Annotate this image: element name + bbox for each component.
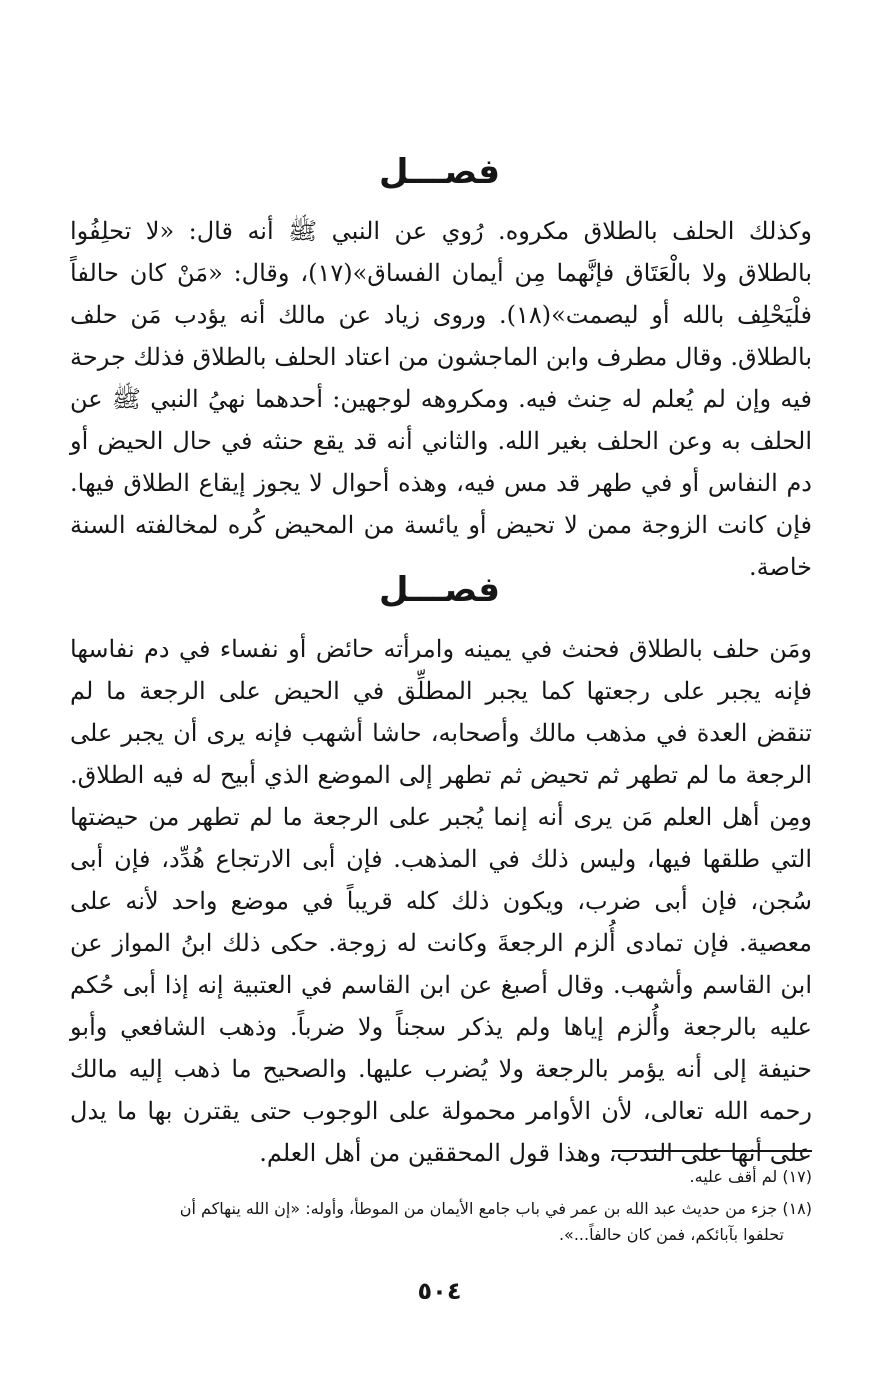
footnote-17: (١٧) لم أقف عليه.: [689, 1167, 812, 1186]
section-text-2: ومَن حلف بالطلاق فحنث في يمينه وامرأته حائض أو نفساء في دم نفاسها فإنه يجبر على رجعتها كما يجبر المطلِّق في الحيض على الرجعة ما لم تنقض العدة في مذهب مالك وأصحابه، حاشا أشهب فإنه يرى أن يجبر على الرجعة ما لم تطهر ثم تحيض ثم تطهر إلى الموضع الذي أبيح له فيه الطلاق. ومِن أهل العلم مَن يرى أنه إنما يُجبر على الرجعة ما لم تطهر من حيضتها التي طلقها فيها، وليس ذلك في المذهب. فإن أبى الارتجاع هُدِّد، فإن أبى سُجن، فإن أبى ضرب، ويكون ذلك كله قريباً في موضع واحد لأنه على معصية. فإن تمادى أُلزم الرجعةَ وكانت له زوجة. حكى ذلك ابنُ المواز عن ابن القاسم وأشهب. وقال أصبغ عن ابن القاسم في العتبية إنه إذا أبى حُكم عليه بالرجعة وأُلزم إياها ولم يذكر سجناً ولا ضرباً. وذهب الشافعي وأبو حنيفة إلى أنه يؤمر بالرجعة ولا يُضرب عليها. والصحيح ما ذهب إليه مالك رحمه الله تعالى، لأن الأوامر محمولة على الوجوب حتى يقترن بها ما يدل على أنها على الندب، وهذا قول المحققين من أهل العلم.: [70, 635, 812, 1167]
section-text-1: وكذلك الحلف بالطلاق مكروه. رُوي عن النبي ﷺ أنه قال: «لا تحلِفُوا بالطلاق ولا بالْعَتَاق فإنَّهما مِن أيمان الفساق»(١٧)، وقال: «مَنْ كان حالفاً فلْيَحْلِف بالله أو ليصمت»(١٨). وروى زياد عن مالك أنه يؤدب مَن حلف بالطلاق. وقال مطرف وابن الماجشون من اعتاد الحلف بالطلاق فذلك جرحة فيه وإن لم يُعلم له حِنث فيه. ومكروهه لوجهين: أحدهما نهيُ النبي ﷺ عن الحلف به وعن الحلف بغير الله. والثاني أنه قد يقع حنثه في حال الحيض أو دم النفاس أو في طهر قد مس فيه، وهذه أحوال لا يجوز إيقاع الطلاق فيها. فإن كانت الزوجة ممن لا تحيض أو يائسة من المحيض كُره لمخالفته السنة خاصة.: [70, 217, 813, 581]
section-title-1: فصـــل: [379, 152, 500, 192]
section-paragraph-2: [70, 628, 812, 1174]
footnote-18: (١٨) جزء من حديث عبد الله بن عمر في باب جامع الأيمان من الموطأ، وأوله: «إن الله ينهاكم أن: [179, 1199, 812, 1218]
footnote-divider: [612, 1150, 812, 1152]
section-title-2: فصـــل: [379, 570, 500, 610]
section-paragraph-1: [70, 210, 812, 588]
footnote-18-continuation: تحلفوا بآبائكم، فمن كان حالفاً...».: [558, 1225, 784, 1244]
footnotes: [70, 1158, 812, 1248]
page-number: ٥٠٤: [417, 1277, 462, 1305]
